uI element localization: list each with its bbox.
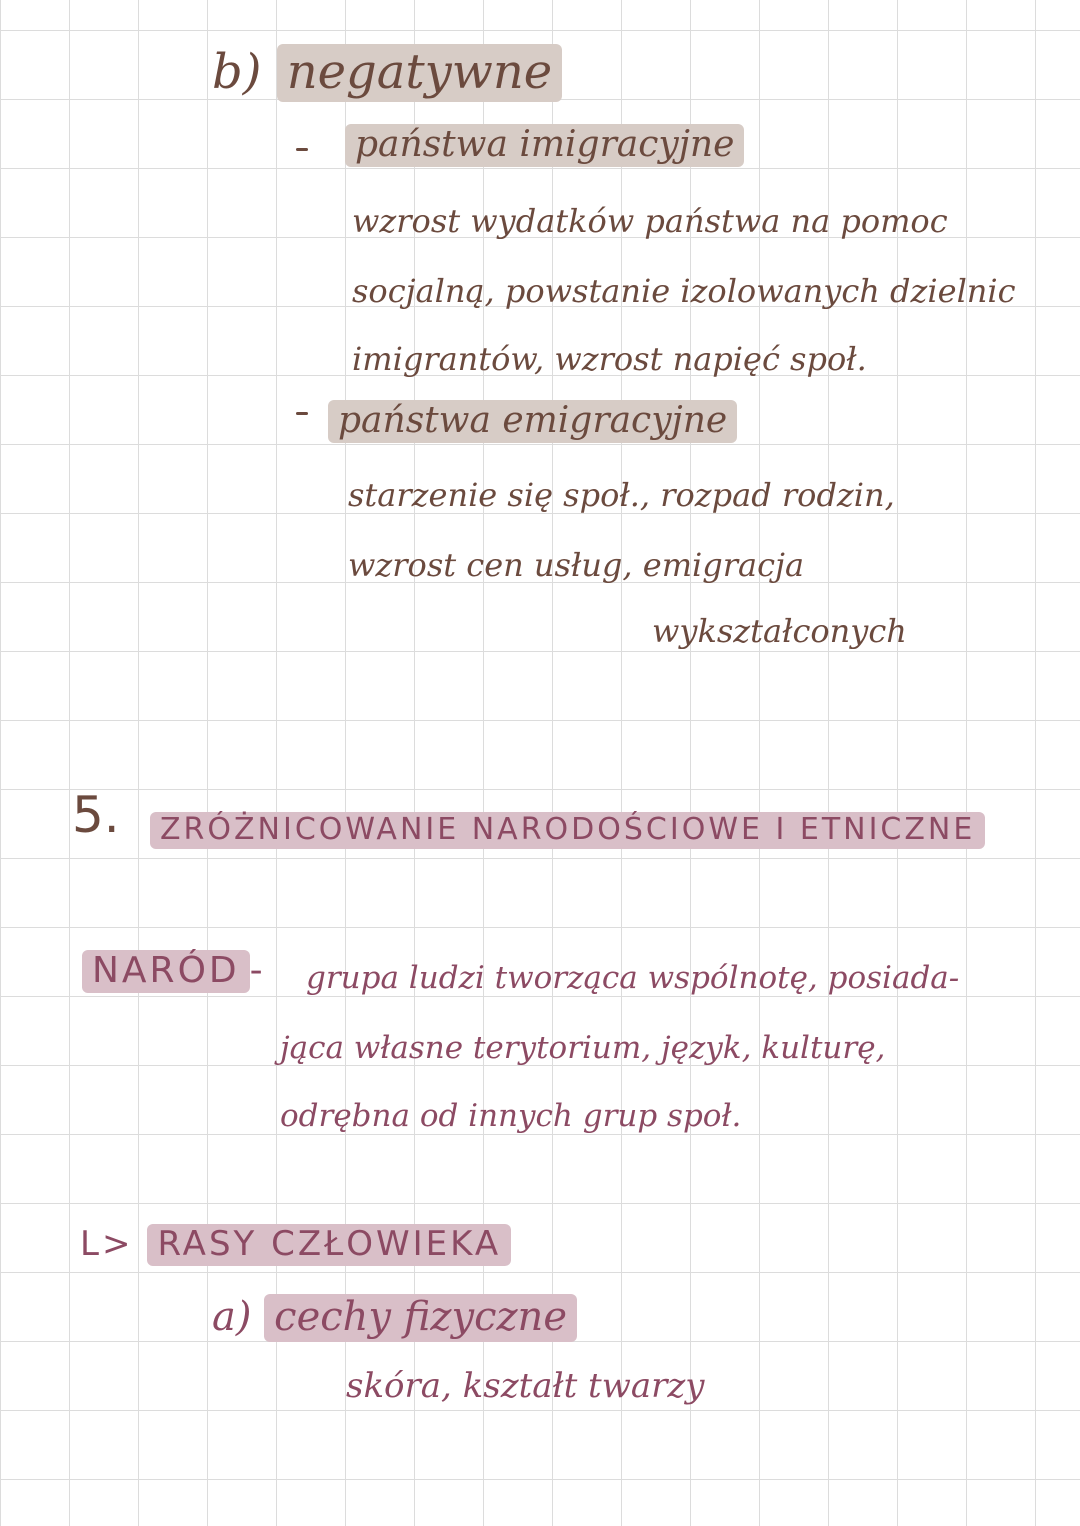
emigration-line-2: wzrost cen usług, emigracja — [348, 546, 805, 584]
immigration-label: państwa imigracyjne — [345, 124, 744, 167]
immigration-line-2: socjalną, powstanie izolowanych dzielnic — [352, 272, 1016, 310]
immigration-line-1: wzrost wydatków państwa na pomoc — [352, 202, 948, 240]
bullet-dash — [296, 148, 308, 151]
rasy-heading-line — [80, 1224, 511, 1264]
emigration-label-line — [328, 400, 737, 441]
immigration-label-line — [345, 124, 744, 165]
section-5-heading-line — [150, 812, 985, 847]
narod-term: NARÓD — [82, 950, 250, 993]
immigration-line-3: imigrantów, wzrost napięć społ. — [352, 340, 867, 378]
narod-line-1: grupa ludzi tworząca wspólnotę, posiada- — [306, 960, 960, 996]
section-b-title: negatywne — [277, 44, 562, 102]
bullet-dash — [296, 412, 308, 415]
item-a-marker: a) — [212, 1294, 252, 1340]
item-a-heading — [212, 1294, 577, 1340]
emigration-line-3: wykształconych — [652, 612, 907, 650]
section-5-number: 5. — [72, 786, 120, 844]
narod-term-line — [82, 950, 266, 991]
section-b-marker: b) — [212, 44, 262, 100]
emigration-label: państwa emigracyjne — [328, 400, 737, 443]
item-a-line: skóra, kształt twarzy — [346, 1366, 705, 1406]
item-a-label: cechy fizyczne — [264, 1294, 577, 1342]
rasy-heading: RASY CZŁOWIEKA — [147, 1224, 511, 1266]
narod-line-3: odrębna od innych grup społ. — [280, 1098, 742, 1134]
section-5-heading: ZRÓŻNICOWANIE NARODOŚCIOWE I ETNICZNE — [150, 812, 985, 849]
rasy-arrow: L> — [80, 1224, 134, 1264]
section-b-heading — [212, 44, 562, 100]
narod-line-2: jąca własne terytorium, język, kulturę, — [280, 1030, 886, 1066]
emigration-line-1: starzenie się społ., rozpad rodzin, — [348, 476, 895, 514]
narod-separator: - — [249, 950, 266, 991]
